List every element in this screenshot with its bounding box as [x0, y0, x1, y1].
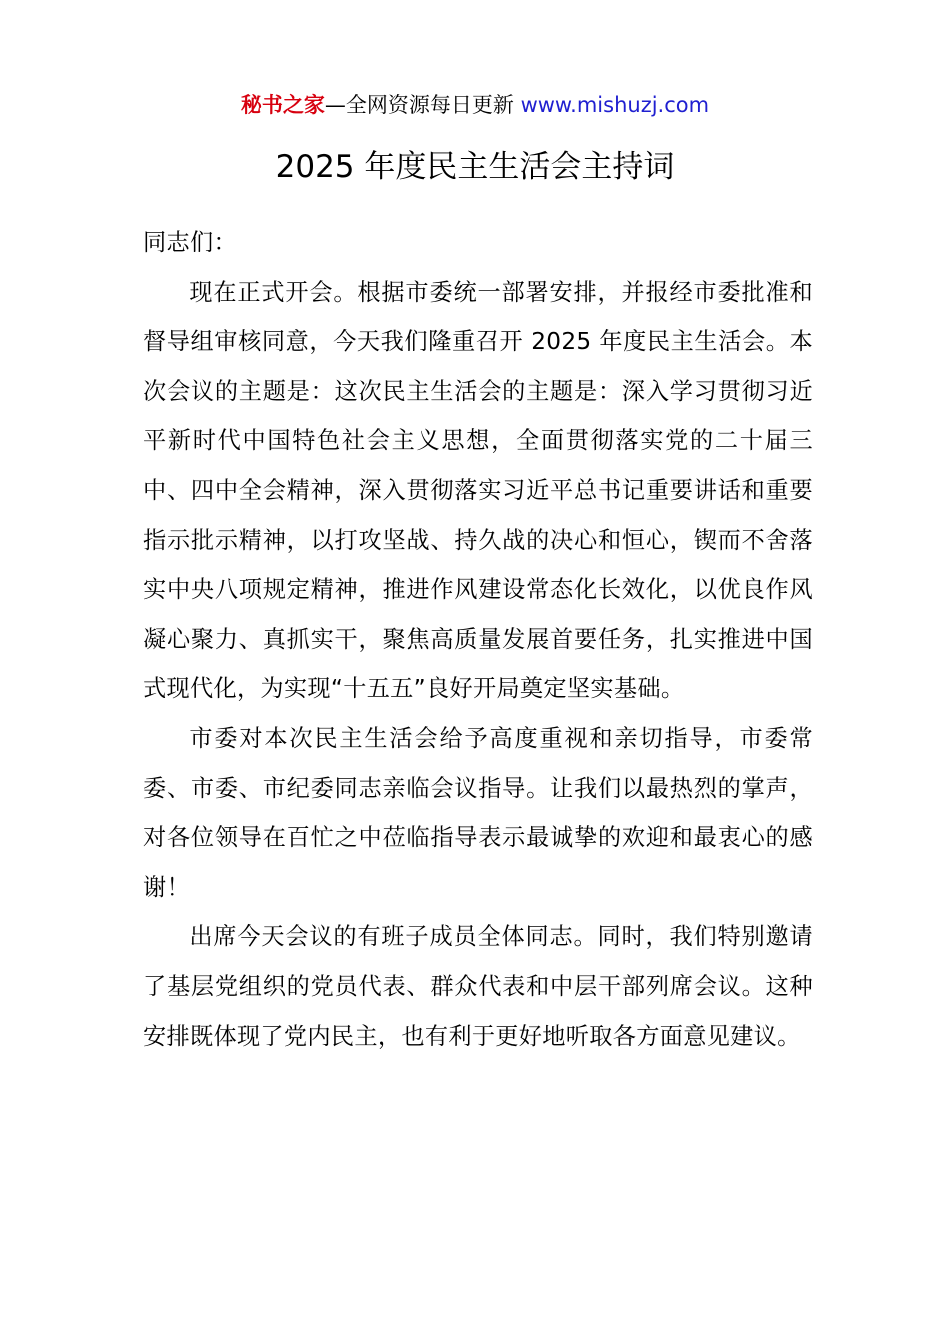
site-url-link[interactable]: www.mishuzj.com	[520, 93, 710, 117]
paragraph-welcome: 市委对本次民主生活会给予高度重视和亲切指导，市委常委、市委、市纪委同志亲临会议指导。让我们以最热烈的掌声，对各位领导在百忙之中莅临指导表示最诚挚的欢迎和最衷心的感谢！	[143, 724, 813, 901]
header-tagline: —全网资源每日更新	[324, 93, 514, 117]
salutation: 同志们：	[143, 229, 237, 256]
paragraph-opening: 现在正式开会。根据市委统一部署安排，并报经市委批准和督导组审核同意，今天我们隆重召开 2025 年度民主生活会。本次会议的主题是：这次民主生活会的主题是：深入学习贯彻习近平新时代中国特色社会主义思想，全面贯彻落实党的二十届三中、四中全会精神，深入贯彻落实习近平总书记重要讲话和重要指示批示精神，以打攻坚战、持久战的决心和恒心，锲而不舍落实中央八项规定精神，推进作风建设常态化长效化，以优良作风凝心聚力、真抓实干，聚焦高质量发展首要任务，扎实推进中国式现代化，为实现“十五五”良好开局奠定坚实基础。	[143, 278, 813, 703]
site-header	[0, 88, 950, 122]
brand-name: 秘书之家	[240, 93, 325, 117]
paragraph-attendees: 出席今天会议的有班子成员全体同志。同时，我们特别邀请了基层党组织的党员代表、群众代表和中层干部列席会议。这种安排既体现了党内民主，也有利于更好地听取各方面意见建议。	[143, 923, 813, 1050]
document-body	[143, 218, 813, 1061]
document-title: 2025 年度民主生活会主持词	[275, 149, 675, 185]
